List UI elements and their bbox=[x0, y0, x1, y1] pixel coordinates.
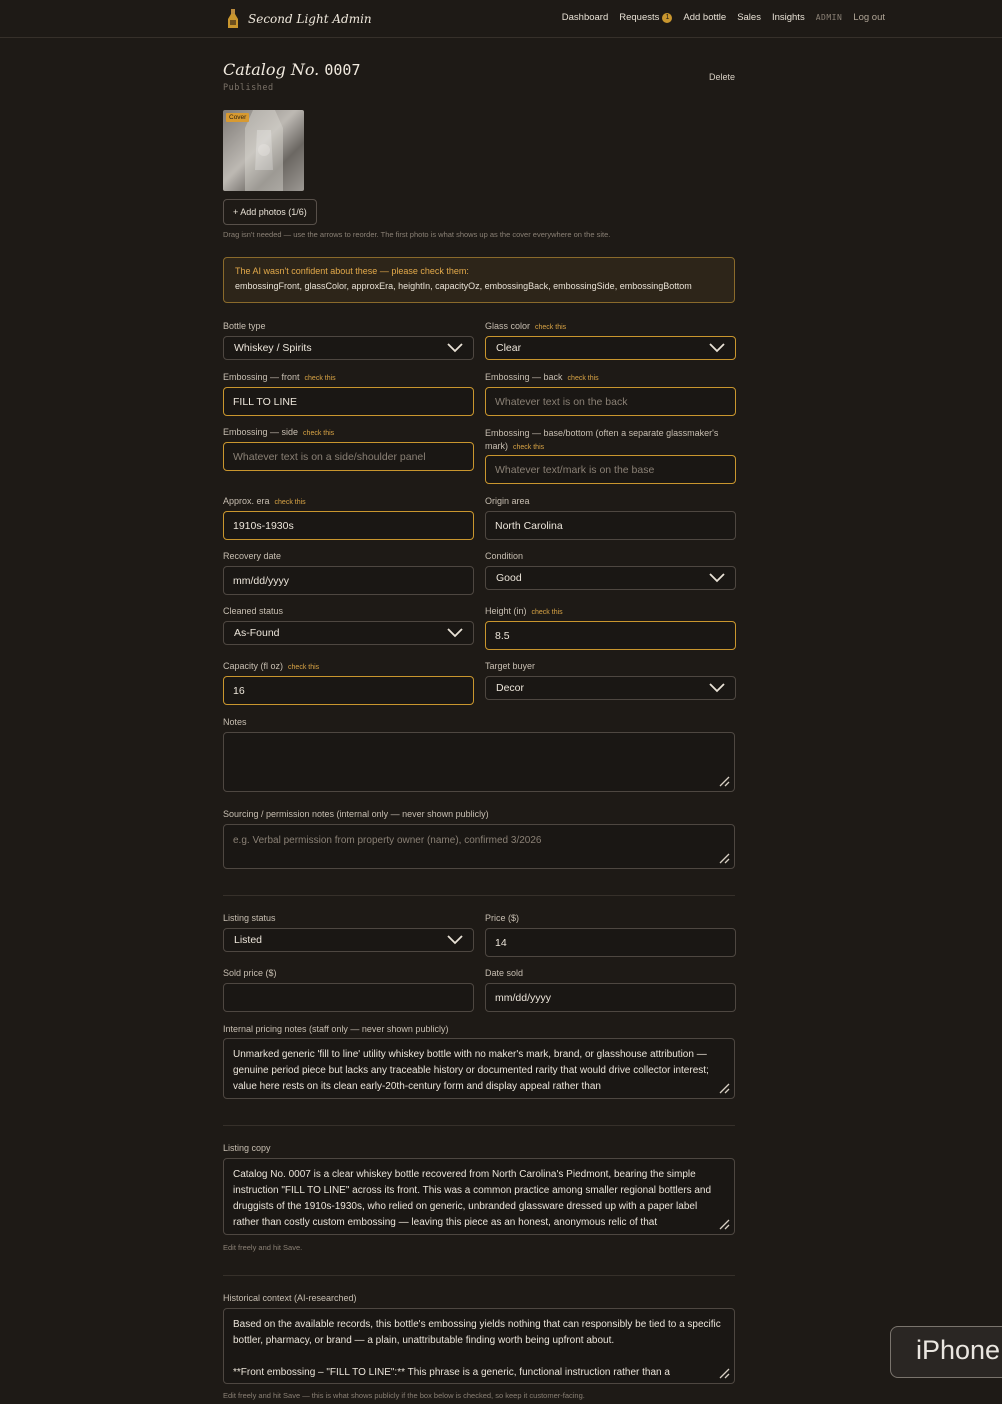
emb-side-label-text: Embossing — side bbox=[223, 427, 299, 437]
bottle-type-select[interactable] bbox=[223, 336, 474, 360]
nav-sales[interactable]: Sales bbox=[737, 12, 761, 23]
bottle-type-label: Bottle type bbox=[223, 321, 266, 331]
height-label-text: Height (in) bbox=[485, 606, 527, 616]
price-label: Price ($) bbox=[485, 913, 520, 923]
emb-base-label-line1: Embossing — base/bottom (often a separate glassmaker's bbox=[485, 428, 719, 438]
listing-copy-textarea[interactable] bbox=[223, 1158, 735, 1235]
emb-back-input[interactable] bbox=[485, 387, 736, 416]
chevron-down-icon bbox=[709, 573, 725, 583]
bottle-photo-icon bbox=[223, 110, 304, 191]
check-this-flag: check this bbox=[304, 375, 336, 382]
resize-grip-icon bbox=[718, 1218, 730, 1230]
emb-base-label-line2: mark) bbox=[485, 441, 508, 451]
pricing-notes-textarea[interactable] bbox=[223, 1038, 735, 1099]
capacity-label bbox=[223, 661, 319, 671]
requests-badge: 1 bbox=[662, 13, 672, 23]
emb-front-input[interactable] bbox=[223, 387, 474, 416]
origin-value: North Carolina bbox=[495, 519, 563, 532]
era-value: 1910s-1930s bbox=[233, 519, 294, 532]
section-divider bbox=[223, 1275, 735, 1276]
target-buyer-value: Decor bbox=[496, 682, 525, 694]
height-input[interactable] bbox=[485, 621, 736, 650]
logout-link[interactable]: Log out bbox=[853, 12, 885, 23]
history-para-2: **Front embossing – "FILL TO LINE":** This phrase is a generic, functional instruction rather than a bbox=[233, 1367, 670, 1378]
listing-copy-hint: Edit freely and hit Save. bbox=[223, 1243, 303, 1252]
era-label bbox=[223, 496, 306, 506]
capacity-label-text: Capacity (fl oz) bbox=[223, 661, 284, 671]
glass-color-select[interactable] bbox=[485, 336, 736, 360]
check-this-flag: check this bbox=[288, 664, 320, 671]
sourcing-textarea[interactable] bbox=[223, 824, 735, 869]
sold-price-label: Sold price ($) bbox=[223, 968, 277, 978]
add-photos-button[interactable]: + Add photos (1/6) bbox=[223, 199, 317, 225]
nav-requests[interactable] bbox=[619, 12, 672, 23]
height-label bbox=[485, 606, 563, 616]
glass-color-label-text: Glass color bbox=[485, 321, 531, 331]
pricing-notes-value: Unmarked generic 'fill to line' utility whiskey bottle with no maker's mark, brand, or glasshouse attribution — genuine period piece but lacks any traceable history or documented rarity that would drive collector interest; value here rests on its clean early-20th-century form and display appeal rather than bbox=[233, 1049, 709, 1092]
emb-front-label bbox=[223, 372, 336, 382]
price-input[interactable] bbox=[485, 928, 736, 957]
emb-front-value: FILL TO LINE bbox=[233, 395, 297, 408]
origin-input[interactable] bbox=[485, 511, 736, 540]
date-sold-input[interactable] bbox=[485, 983, 736, 1012]
resize-grip-icon bbox=[718, 1367, 730, 1379]
recovery-date-label: Recovery date bbox=[223, 551, 282, 561]
nav-links bbox=[562, 12, 885, 23]
alert-title: The AI wasn't confident about these — please check them: bbox=[235, 266, 469, 276]
emb-back-placeholder: Whatever text is on the back bbox=[495, 395, 628, 408]
title-prefix: Catalog No. bbox=[223, 60, 320, 79]
brand-name: Second Light Admin bbox=[248, 12, 372, 26]
condition-select[interactable] bbox=[485, 566, 736, 590]
section-divider bbox=[223, 895, 735, 896]
history-textarea[interactable] bbox=[223, 1308, 735, 1384]
chevron-down-icon bbox=[709, 683, 725, 693]
cleaned-label: Cleaned status bbox=[223, 606, 284, 616]
chevron-down-icon bbox=[447, 628, 463, 638]
era-label-text: Approx. era bbox=[223, 496, 270, 506]
condition-value: Good bbox=[496, 572, 522, 584]
glass-color-label bbox=[485, 321, 566, 331]
listing-status-select[interactable] bbox=[223, 928, 474, 952]
date-sold-label: Date sold bbox=[485, 968, 524, 978]
recovery-date-value: mm/dd/yyyy bbox=[233, 574, 290, 587]
sold-price-input[interactable] bbox=[223, 983, 474, 1012]
ai-confidence-alert bbox=[223, 257, 735, 303]
history-label: Historical context (AI-researched) bbox=[223, 1293, 357, 1303]
check-this-flag: check this bbox=[531, 609, 563, 616]
check-this-flag: check this bbox=[303, 430, 335, 437]
check-this-flag: check this bbox=[513, 444, 545, 451]
cover-photo-thumbnail[interactable] bbox=[223, 110, 304, 191]
history-para-1: Based on the available records, this bottle's embossing yields nothing that can responsibly be tied to a specific bottler, pharmacy, or brand — a plain, unattributable finding worth being upfront about. bbox=[233, 1319, 721, 1346]
role-badge: ADMIN bbox=[815, 13, 843, 22]
emb-side-input[interactable] bbox=[223, 442, 474, 471]
date-sold-value: mm/dd/yyyy bbox=[495, 991, 552, 1004]
resize-grip-icon bbox=[718, 775, 730, 787]
emb-back-label bbox=[485, 372, 599, 382]
sourcing-placeholder: e.g. Verbal permission from property owner (name), confirmed 3/2026 bbox=[233, 835, 542, 846]
origin-label: Origin area bbox=[485, 496, 530, 506]
resize-grip-icon bbox=[718, 1082, 730, 1094]
height-value: 8.5 bbox=[495, 629, 510, 642]
nav-insights[interactable]: Insights bbox=[771, 12, 805, 23]
catalog-number: 0007 bbox=[324, 61, 361, 79]
emb-front-label-text: Embossing — front bbox=[223, 372, 300, 382]
check-this-flag: check this bbox=[567, 375, 599, 382]
emb-side-placeholder: Whatever text is on a side/shoulder panel bbox=[233, 450, 426, 463]
recovery-date-input[interactable] bbox=[223, 566, 474, 595]
photos-hint: Drag isn't needed — use the arrows to reorder. The first photo is what shows up as the cover everywhere on the site. bbox=[223, 230, 611, 239]
bottle-type-value: Whiskey / Spirits bbox=[234, 342, 312, 354]
price-value: 14 bbox=[495, 936, 507, 949]
history-hint: Edit freely and hit Save — this is what shows publicly if the box below is checked, so keep it customer-facing. bbox=[223, 1391, 585, 1400]
emb-back-label-text: Embossing — back bbox=[485, 372, 563, 382]
cleaned-select[interactable] bbox=[223, 621, 474, 645]
capacity-input[interactable] bbox=[223, 676, 474, 705]
pricing-notes-label: Internal pricing notes (staff only — never shown publicly) bbox=[223, 1024, 449, 1034]
top-nav bbox=[0, 0, 1002, 38]
check-this-flag: check this bbox=[535, 324, 567, 331]
cover-tag: Cover bbox=[226, 113, 249, 122]
alert-fields: embossingFront, glassColor, approxEra, heightIn, capacityOz, embossingBack, embossingSide, embossingBottom bbox=[235, 281, 692, 291]
check-this-flag: check this bbox=[274, 499, 306, 506]
listing-status-label: Listing status bbox=[223, 913, 276, 923]
emb-side-label bbox=[223, 427, 334, 437]
delete-button[interactable]: Delete bbox=[708, 72, 735, 82]
chevron-down-icon bbox=[447, 935, 463, 945]
condition-label: Condition bbox=[485, 551, 524, 561]
nav-dashboard[interactable]: Dashboard bbox=[561, 12, 609, 23]
bottle-logo-icon bbox=[226, 9, 240, 29]
emb-base-input[interactable] bbox=[485, 455, 736, 484]
era-input[interactable] bbox=[223, 511, 474, 540]
notes-textarea[interactable] bbox=[223, 732, 735, 792]
listing-copy-label: Listing copy bbox=[223, 1143, 271, 1153]
target-buyer-label: Target buyer bbox=[485, 661, 536, 671]
chevron-down-icon bbox=[709, 343, 725, 353]
target-buyer-select[interactable] bbox=[485, 676, 736, 700]
chevron-down-icon bbox=[447, 343, 463, 353]
cleaned-value: As-Found bbox=[234, 627, 280, 639]
brand[interactable] bbox=[226, 9, 372, 29]
glass-color-value: Clear bbox=[496, 342, 522, 354]
section-divider bbox=[223, 1125, 735, 1126]
capacity-value: 16 bbox=[233, 684, 245, 697]
device-preview-button[interactable]: iPhone bbox=[890, 1326, 1002, 1378]
nav-add-bottle[interactable]: Add bottle bbox=[683, 12, 727, 23]
notes-label: Notes bbox=[223, 717, 247, 727]
emb-base-placeholder: Whatever text/mark is on the base bbox=[495, 463, 655, 476]
listing-status-value: Listed bbox=[234, 934, 263, 946]
listing-copy-value: Catalog No. 0007 is a clear whiskey bottle recovered from North Carolina's Piedmont, bearing the simple instruction "FILL TO LINE" across its front. This was a common practice among smaller regional bottlers and druggists of the 1910s-1930s, who relied on generic, unbranded glassware dressed up with a paper label rather than costly custom embossing — leaving this piece as an honest, anonymous relic of that bbox=[233, 1169, 712, 1228]
emb-base-label bbox=[485, 427, 735, 454]
publish-status: Published bbox=[223, 83, 274, 93]
sourcing-label: Sourcing / permission notes (internal only — never shown publicly) bbox=[223, 809, 489, 819]
resize-grip-icon bbox=[718, 852, 730, 864]
nav-requests-label: Requests bbox=[619, 12, 660, 23]
page-title bbox=[223, 60, 360, 79]
